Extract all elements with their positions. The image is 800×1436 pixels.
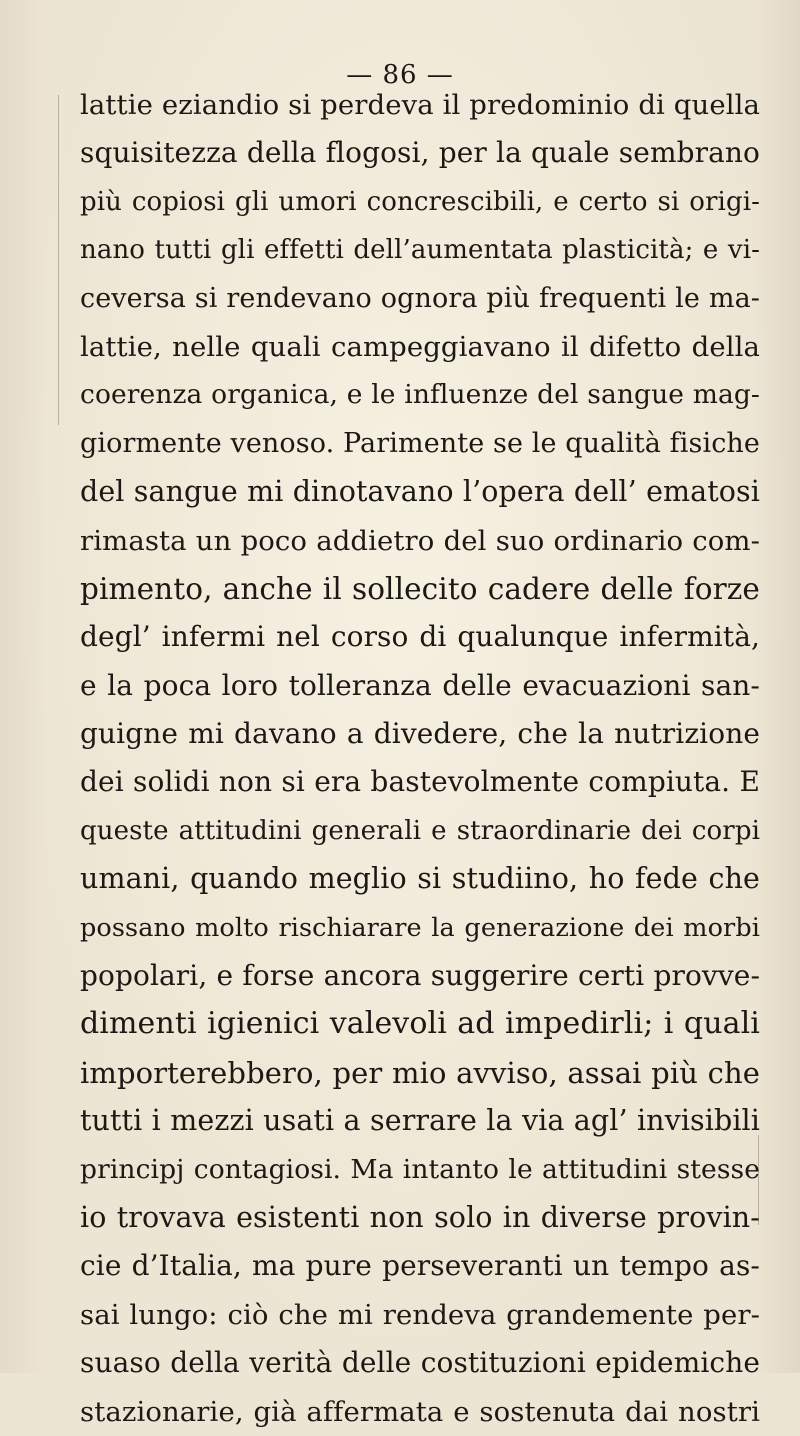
text-line: guigne mi davano a divedere, che la nutrizione [80,717,760,751]
text-line: degl’ infermi nel corso di qualunque infermità, [80,620,760,654]
text-line: popolari, e forse ancora suggerire certi provve- [80,959,760,993]
text-line: lattie eziandio si perdeva il predominio di quella [80,89,760,121]
text-line: queste attitudini generali e straordinarie dei corpi [80,815,760,846]
text-line: cie d’Italia, ma pure perseveranti un tempo as- [80,1249,760,1283]
text-line: stazionarie, già affermata e sostenuta dai nostri [80,1395,760,1428]
text-line: nano tutti gli effetti dell’aumentata plasticità; e vi- [80,235,760,266]
text-line: e la poca loro tolleranza delle evacuazioni san- [80,668,760,702]
text-line: pimento, anche il sollecito cadere delle forze [80,571,760,606]
text-line: sai lungo: ciò che mi rendeva grandemente per- [80,1298,760,1331]
text-line: squisitezza della flogosi, per la quale sembrano [80,136,760,170]
text-line: umani, quando meglio si studiino, ho fede che [80,862,760,896]
text-line: importerebbero, per mio avviso, assai più che [80,1055,760,1090]
text-line: rimasta un poco addietro del suo ordinario com- [80,524,760,557]
text-line: giormente venoso. Parimente se le qualità fisiche [80,427,760,459]
body-text [80,81,760,1436]
text-line: lattie, nelle quali campeggiavano il difetto della [80,330,760,363]
text-line: dei solidi non si era bastevolmente compiuta. E [80,765,760,799]
text-line: coerenza organica, e le influenze del sangue mag- [80,379,760,411]
page-number: — 86 — [346,60,454,90]
text-line: del sangue mi dinotavano l’opera dell’ ematosi [80,475,760,509]
text-line: tutti i mezzi usati a serrare la via agl’ invisibili [80,1104,760,1138]
text-line: io trovava esistenti non solo in diverse provin- [80,1200,760,1234]
text-line: possano molto rischiarare la generazione dei morbi [80,912,760,943]
text-line: suaso della verità delle costituzioni epidemiche [80,1346,760,1380]
text-line: più copiosi gli umori concrescibili, e certo si origi- [80,186,760,217]
text-line: principj contagiosi. Ma intanto le attitudini stesse [80,1153,760,1185]
left-margin-crease [58,95,59,425]
text-line: ceversa si rendevano ognora più frequenti le ma- [80,282,760,314]
text-line: dimenti igienici valevoli ad impedirli; i quali [80,1006,760,1042]
